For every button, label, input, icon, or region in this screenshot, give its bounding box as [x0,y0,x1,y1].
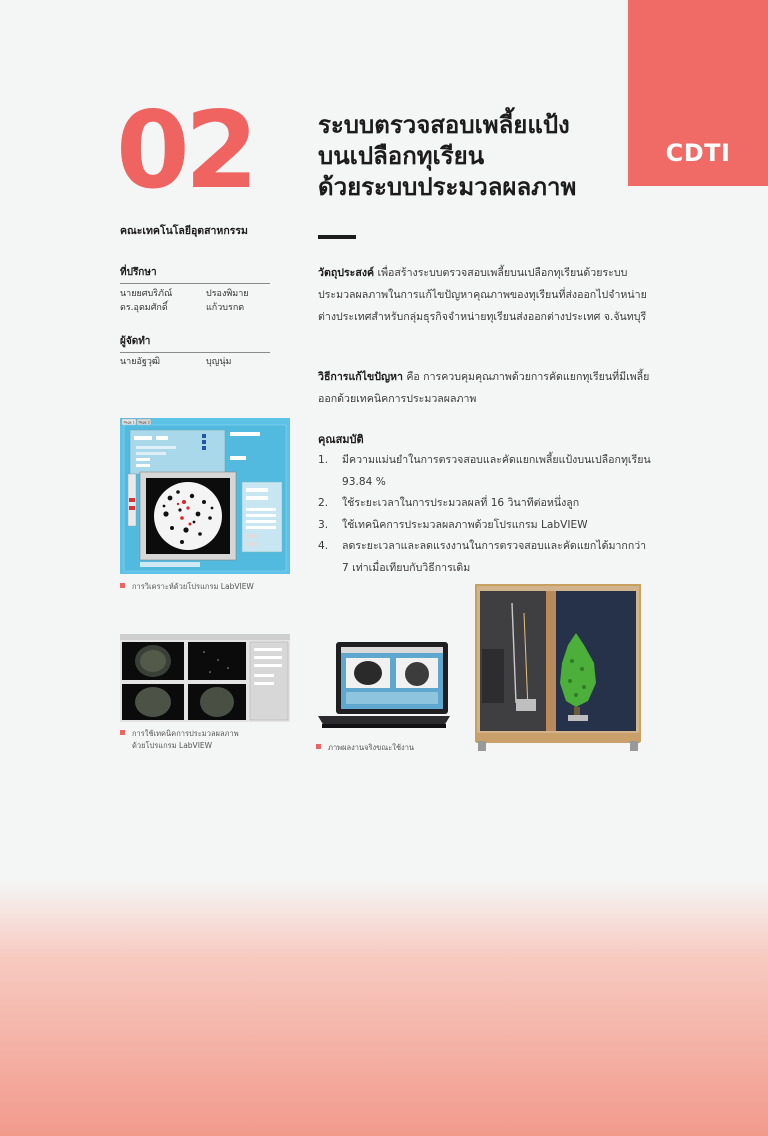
device-caption [316,742,414,754]
project-title [318,110,618,203]
laptop-image [316,636,452,732]
feature-text: ใช้ระยะเวลาในการประมวลผลที่ 16 วินาทีต่อหนึ่งลูก [342,497,580,509]
processing-screen-illustration [120,634,290,722]
advisor-surname: แก้วบรกต [206,303,245,313]
features-list [318,450,652,579]
feature-text: มีความแม่นยำในการตรวจสอบและคัดแยกเพลี้ยแป้งบนเปลือกทุเรียน 93.84 % [342,454,651,488]
objective-paragraph [318,262,650,328]
labview-screen-illustration [120,418,290,574]
feature-item [318,493,652,515]
feature-number: 4. [318,540,329,552]
advisor-name: ดร.อุดมศักดิ์ [120,303,168,313]
feature-number: 3. [318,518,329,531]
feature-text: ใช้เทคนิคการประมวลผลภาพด้วยโปรแกรม LabVIEW [342,518,588,531]
feature-text: ลดระยะเวลาและลดแรงงานในการตรวจสอบและคัดแยกได้มากกว่า 7 เท่าเมื่อเทียบกับวิธีการเดิม [342,540,647,574]
feature-number: 1. [318,454,329,466]
device-caption-text: ภาพผลงานจริงขณะใช้งาน [328,743,415,752]
objective-text: เพื่อสร้างระบบตรวจสอบเพลี้ยบนเปลือกทุเรียนด้วยระบบประมวลผลภาพในการแก้ไขปัญหาคุณภาพของทุเรียนที่ส่งออกไปจำหน่ายต่างประเทศสำหรับกลุ่มธุรกิจจำหน่ายทุเรียนส่งออกต่างประเทศ จ.จันทบุรี [318,267,647,323]
feature-item [318,450,652,493]
inspection-cabinet-image [472,583,644,751]
cdti-badge [628,0,768,186]
bullet-square [316,744,321,749]
processing-caption-line: การใช้เทคนิคการประมวลผลภาพ [132,729,239,738]
tab-page-1: Page 1 [123,420,135,425]
solution-text: คือ การควบคุมคุณภาพด้วยการคัดแยกทุเรียนที่มีเพลี้ยออกด้วยเทคนิคการประมวลผลภาพ [318,371,650,405]
tab-page-2: Page 2 [138,420,150,425]
title-divider [318,235,356,239]
authors-divider [120,352,270,353]
processing-caption [120,728,239,740]
advisors-divider [120,283,270,284]
advisor-surname: ปรองพิมาย [206,289,249,299]
authors-heading: ผู้จัดทำ [120,336,151,347]
feature-number: 2. [318,497,329,509]
author-surname: บุญนุ่ม [206,357,232,367]
project-number: 02 [116,89,254,212]
processing-caption-line-2: ด้วยโปรแกรม LabVIEW [132,741,213,750]
objective-label: วัตถุประสงค์ [318,267,375,279]
image-processing-image [120,634,290,722]
cabinet-illustration [472,583,644,751]
labview-caption-text: การวิเคราะห์ด้วยโปรแกรม LabVIEW [132,582,254,591]
feature-item [318,536,652,579]
features-heading: คุณสมบัติ [318,433,364,446]
advisor-name: นายยศบริภัณ์ [120,289,173,299]
title-line: ระบบตรวจสอบเพลี้ยแป้ง [318,111,570,139]
feature-item [318,515,652,537]
bullet-square [120,583,125,588]
author-name: นายอัฐวุฒิ [120,357,161,367]
labview-caption [120,581,254,593]
solution-paragraph [318,366,650,410]
cdti-label: CDTI [665,139,731,167]
solution-label: วิธีการแก้ไขปัญหา [318,371,403,383]
bullet-square [120,730,125,735]
title-line: บนเปลือกทุเรียน [318,142,485,170]
labview-analysis-image [120,418,290,574]
title-line: ด้วยระบบประมวลผลภาพ [318,173,577,201]
faculty-name: คณะเทคโนโลยีอุตสาหกรรม [120,225,248,237]
advisors-heading: ที่ปรึกษา [120,267,157,278]
laptop-illustration [316,636,452,732]
